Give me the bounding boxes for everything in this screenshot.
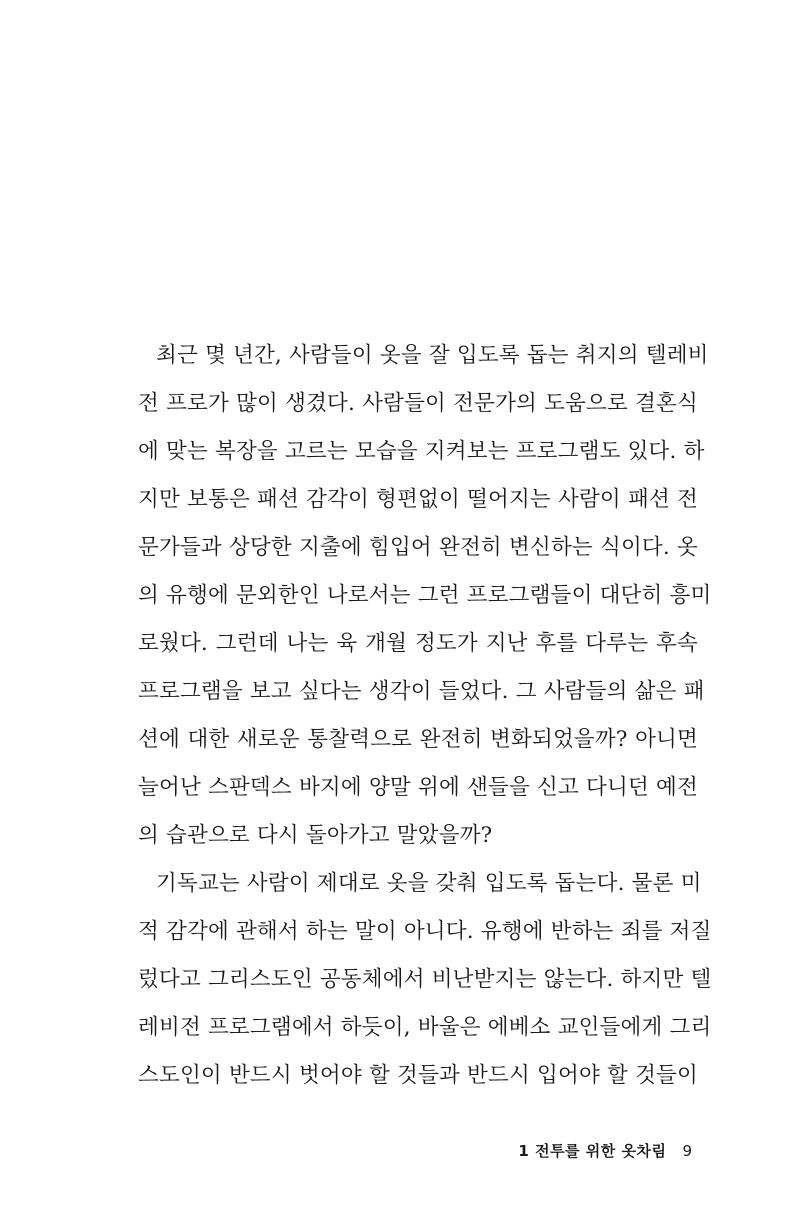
text-line: 스도인이 반드시 벗어야 할 것들과 반드시 입어야 할 것들이 bbox=[138, 1063, 698, 1088]
text-line: 전 프로가 많이 생겼다. 사람들이 전문가의 도움으로 결혼식 bbox=[138, 391, 698, 416]
text-line: 적 감각에 관해서 하는 말이 아니다. 유행에 반하는 죄를 저질 bbox=[138, 919, 712, 944]
body-text bbox=[138, 332, 712, 1100]
text-line: 에 맞는 복장을 고르는 모습을 지켜보는 프로그램도 있다. 하 bbox=[138, 439, 705, 464]
text-line: 션에 대한 새로운 통찰력으로 완전히 변화되었을까? 아니면 bbox=[138, 727, 698, 752]
text-line: 문가들과 상당한 지출에 힘입어 완전히 변신하는 식이다. 옷 bbox=[138, 535, 698, 560]
text-line: 프로그램을 보고 싶다는 생각이 들었다. 그 사람들의 삶은 패 bbox=[138, 679, 705, 704]
text-line: 기독교는 사람이 제대로 옷을 갖춰 입도록 돕는다. 물론 미 bbox=[156, 871, 702, 896]
text-line: 레비전 프로그램에서 하듯이, 바울은 에베소 교인들에게 그리 bbox=[138, 1015, 712, 1040]
text-line: 최근 몇 년간, 사람들이 옷을 잘 입도록 돕는 취지의 텔레비 bbox=[156, 343, 709, 368]
text-line: 렀다고 그리스도인 공동체에서 비난받지는 않는다. 하지만 텔 bbox=[138, 967, 712, 992]
page-footer bbox=[518, 1136, 692, 1166]
text-line: 지만 보통은 패션 감각이 형편없이 떨어지는 사람이 패션 전 bbox=[138, 487, 698, 512]
text-line: 늘어난 스판덱스 바지에 양말 위에 샌들을 신고 다니던 예전 bbox=[138, 775, 698, 800]
chapter-title: 1 전투를 위한 옷차림 bbox=[518, 1142, 667, 1160]
text-line: 의 습관으로 다시 돌아가고 말았을까? bbox=[138, 823, 493, 848]
page-number: 9 bbox=[682, 1142, 692, 1160]
text-line: 의 유행에 문외한인 나로서는 그런 프로그램들이 대단히 흥미 bbox=[138, 583, 712, 608]
text-line: 로웠다. 그런데 나는 육 개월 정도가 지난 후를 다루는 후속 bbox=[138, 631, 698, 656]
